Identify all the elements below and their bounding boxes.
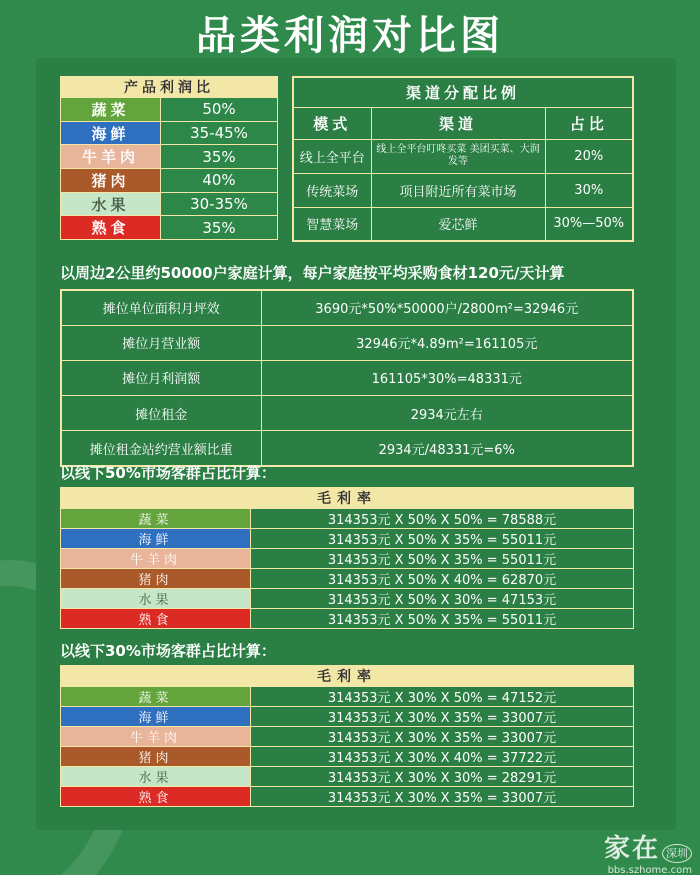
table-row [61,569,634,589]
formula-cell: 314353元 X 30% X 50% = 47152元 [251,687,634,707]
table-row [61,549,634,569]
channel-cell: 项目附近所有菜市场 [371,173,545,207]
table-row [61,169,278,193]
channel-table-caption: 渠道分配比例 [293,77,633,107]
formula-cell: 314353元 X 30% X 35% = 33007元 [251,727,634,747]
gross-margin-30-table [60,665,634,807]
gm50-header: 毛利率 [61,488,634,509]
profit-value: 35-45% [161,121,278,145]
category-label: 猪肉 [61,169,161,193]
category-label: 牛羊肉 [61,727,251,747]
table-row [61,589,634,609]
table-row [61,727,634,747]
category-label: 熟食 [61,216,161,240]
category-label: 牛羊肉 [61,145,161,169]
table-row [61,747,634,767]
category-label: 海鲜 [61,707,251,727]
category-label: 水果 [61,589,251,609]
formula-cell: 314353元 X 50% X 40% = 62870元 [251,569,634,589]
table-row [61,121,278,145]
profit-value: 35% [161,145,278,169]
mode-cell: 线上全平台 [293,139,371,173]
table-row [61,431,633,466]
calc-key: 摊位月利润额 [61,360,261,395]
calc-key: 摊位单位面积月坪效 [61,290,261,325]
site-watermark [604,828,692,875]
profit-table-header: 产品利润比 [61,77,278,98]
category-label: 蔬菜 [61,509,251,529]
table-row [61,145,278,169]
table-row [61,787,634,807]
gm30-heading: 以线下30%市场客群占比计算： [60,642,276,660]
table-row [61,290,633,325]
category-label: 蔬菜 [61,687,251,707]
formula-cell: 314353元 X 30% X 35% = 33007元 [251,787,634,807]
ratio-cell: 30%—50% [545,207,633,241]
mode-cell: 传统菜场 [293,173,371,207]
table-row [61,360,633,395]
formula-cell: 314353元 X 30% X 35% = 33007元 [251,707,634,727]
product-profit-table [60,76,278,240]
table-row [61,767,634,787]
formula-cell: 314353元 X 50% X 35% = 55011元 [251,549,634,569]
watermark-url: bbs.szhome.com [607,865,692,875]
profit-value: 35% [161,216,278,240]
category-label: 海鲜 [61,529,251,549]
profit-value: 40% [161,169,278,193]
watermark-logo-text: 家在 [603,834,660,864]
table-row [61,509,634,529]
calc-value: 32946元*4.89m²=161105元 [261,325,633,360]
column-header-channel: 渠道 [371,107,545,139]
table-row [293,139,633,173]
category-label: 猪肉 [61,569,251,589]
table-row [61,216,278,240]
formula-cell: 314353元 X 50% X 35% = 55011元 [251,609,634,629]
profit-value: 50% [161,98,278,122]
gross-margin-50-table [60,487,634,629]
calc-heading: 以周边2公里约50000户家庭计算，每户家庭按平均采购食材120元/天计算 [60,264,565,282]
channel-cell: 爱芯鲜 [371,207,545,241]
ratio-cell: 30% [545,173,633,207]
category-label: 熟食 [61,787,251,807]
column-header-mode: 模式 [293,107,371,139]
category-label: 蔬菜 [61,98,161,122]
watermark-city: 深圳 [662,844,692,863]
formula-cell: 314353元 X 50% X 35% = 55011元 [251,529,634,549]
table-row [61,98,278,122]
formula-cell: 314353元 X 30% X 30% = 28291元 [251,767,634,787]
category-label: 海鲜 [61,121,161,145]
category-label: 牛羊肉 [61,549,251,569]
calc-key: 摊位租金站约营业额比重 [61,431,261,466]
channel-allocation-table [292,76,634,242]
calc-value: 3690元*50%*50000户/2800m²=32946元 [261,290,633,325]
table-row [293,207,633,241]
table-row [61,529,634,549]
table-row [293,173,633,207]
formula-cell: 314353元 X 50% X 50% = 78588元 [251,509,634,529]
formula-cell: 314353元 X 30% X 40% = 37722元 [251,747,634,767]
stall-calculation-table [60,289,634,467]
calc-value: 161105*30%=48331元 [261,360,633,395]
gm30-header: 毛利率 [61,666,634,687]
formula-cell: 314353元 X 50% X 30% = 47153元 [251,589,634,609]
table-row [61,325,633,360]
ratio-cell: 20% [545,139,633,173]
column-header-ratio: 占比 [545,107,633,139]
calc-value: 2934元左右 [261,396,633,431]
category-label: 水果 [61,767,251,787]
calc-key: 摊位月营业额 [61,325,261,360]
table-row [61,396,633,431]
table-row [61,192,278,216]
table-row [61,609,634,629]
profit-value: 30-35% [161,192,278,216]
calc-value: 2934元/48331元=6% [261,431,633,466]
calc-key: 摊位租金 [61,396,261,431]
page-title: 品类利润对比图 [196,13,504,59]
mode-cell: 智慧菜场 [293,207,371,241]
gm50-heading: 以线下50%市场客群占比计算： [60,464,276,482]
table-row [61,687,634,707]
category-label: 熟食 [61,609,251,629]
table-row [61,707,634,727]
category-label: 猪肉 [61,747,251,767]
channel-cell: 线上全平台叮咚买菜 美团买菜、大润发等 [371,139,545,173]
category-label: 水果 [61,192,161,216]
